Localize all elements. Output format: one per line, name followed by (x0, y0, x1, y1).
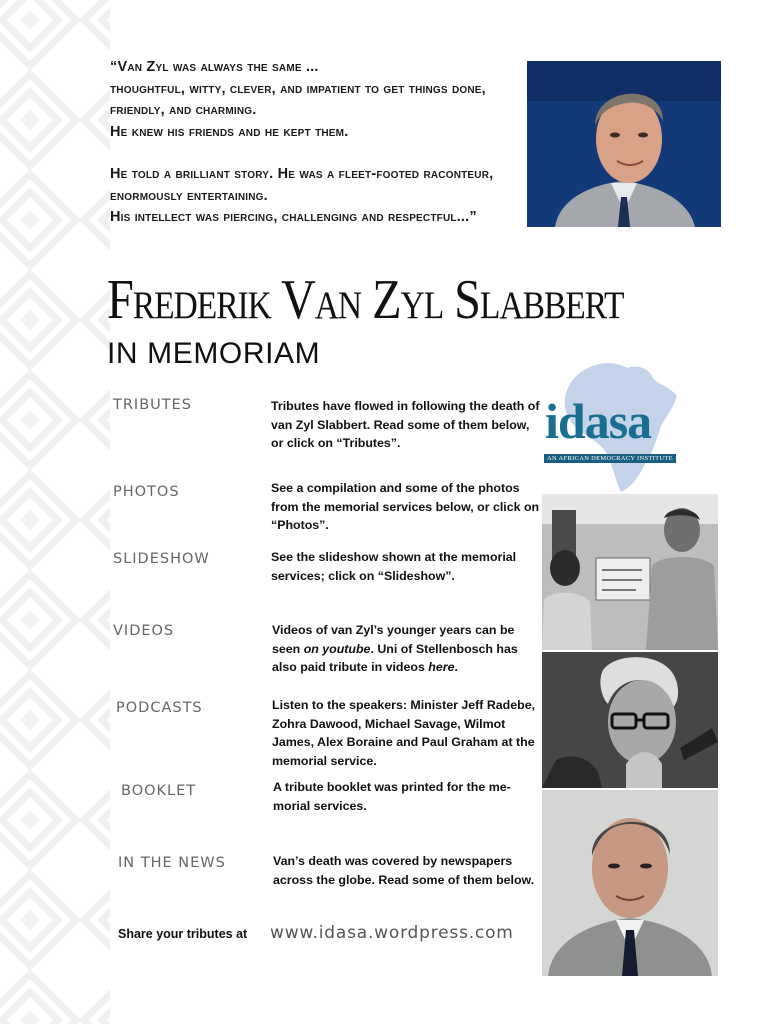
section-text-in-the-news: Van’s death was covered by newspapers across the globe. Read some of them below. (273, 854, 535, 887)
idasa-logo[interactable] (541, 356, 711, 492)
section-text-booklet: A tribute booklet was printed for the me-morial services. (273, 780, 511, 813)
section-label-podcasts[interactable]: PODCASTS (116, 700, 203, 716)
idasa-tagline: AN AFRICAN DEMOCRACY INSTITUTE (544, 454, 676, 463)
share-url-link[interactable]: www.idasa.wordpress.com (270, 923, 514, 943)
videos-text-middle: . Uni of Stellenbosch has also paid tribute in videos (272, 641, 518, 674)
section-label-in-the-news[interactable]: IN THE NEWS (118, 855, 226, 871)
section-text-tributes: Tributes have flowed in following the death of van Zyl Slabbert. Read some of them below, or click on “Tributes”. (271, 399, 540, 450)
idasa-wordmark: idasa (545, 393, 652, 449)
portrait-photo-color (527, 61, 721, 227)
page-subtitle: IN MEMORIAM (107, 337, 321, 370)
section-label-photos[interactable]: PHOTOS (113, 484, 180, 500)
memorial-photo-group (542, 494, 718, 650)
quote-paragraph-2: He told a brilliant story. He was a fleet-footed raconteur, enormously entertaining. His intellect was piercing, challenging and respectful...” (110, 166, 494, 225)
videos-text-before: Videos of van Zyl’s younger years can be seen (272, 623, 515, 656)
portrait-photo-suit (542, 790, 718, 976)
quote-block (110, 57, 510, 250)
section-text-videos (272, 621, 534, 677)
share-label: Share your tributes at (118, 927, 248, 941)
decorative-pattern (0, 0, 110, 1024)
section-text-podcasts: Listen to the speakers: Minister Jeff Radebe, Zohra Dawood, Michael Savage, Wilmot James, Alex Boraine and Paul Graham at the memorial service. (272, 698, 536, 768)
section-text-photos: See a compilation and some of the photos from the memorial services below, or click on “Photos”. (271, 481, 540, 532)
section-label-slideshow[interactable]: SLIDESHOW (113, 551, 210, 567)
page-title: Frederik Van Zyl Slabbert (107, 269, 624, 331)
videos-text-after: . (454, 660, 458, 674)
section-text-slideshow: See the slideshow shown at the memorial services; click on “Slideshow”. (271, 550, 517, 583)
quote-paragraph-1: “Van Zyl was always the same ... thoughtful, witty, clever, and impatient to get things done, friendly, and charming. He knew his friends and he kept them. (110, 59, 486, 140)
section-label-booklet[interactable]: BOOKLET (121, 783, 197, 799)
here-link[interactable]: here (428, 660, 455, 674)
speaking-photo (542, 652, 718, 788)
section-label-tributes[interactable]: TRIBUTES (113, 397, 192, 413)
youtube-link[interactable]: on youtube (303, 641, 371, 656)
section-label-videos[interactable]: VIDEOS (113, 623, 175, 639)
